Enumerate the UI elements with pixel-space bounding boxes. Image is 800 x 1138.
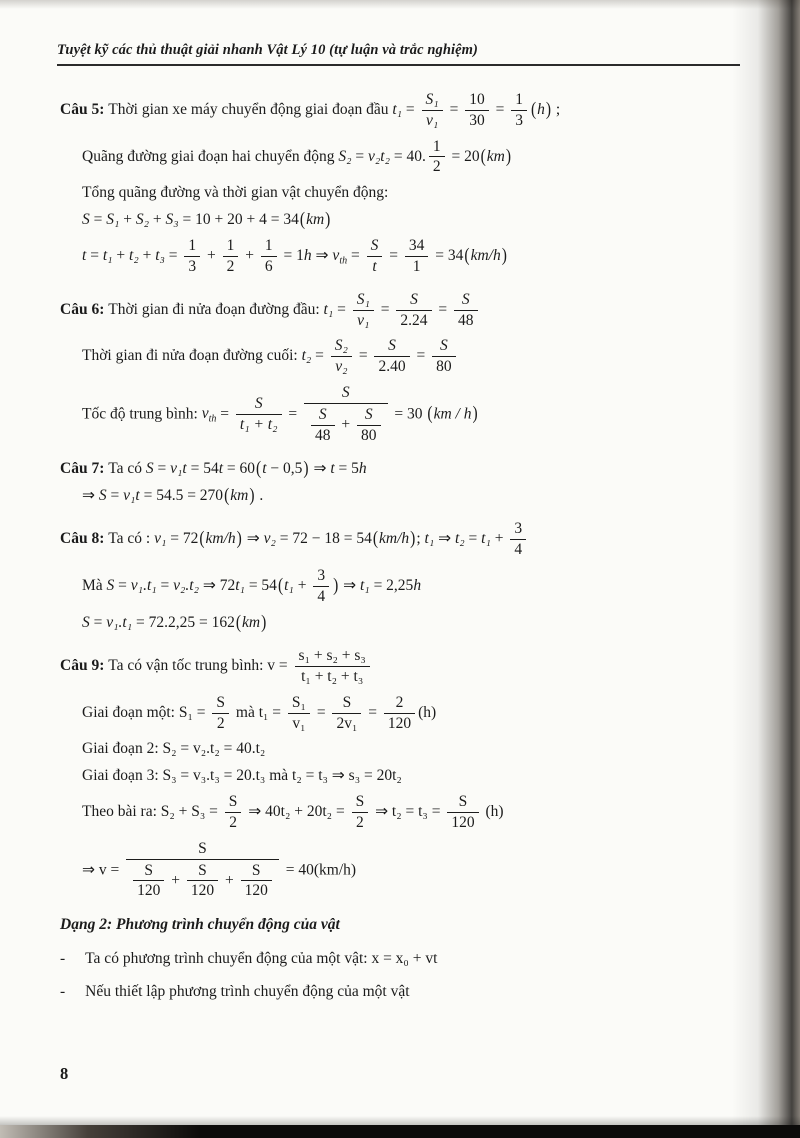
math-italic: t₁ [102,247,113,265]
math-italic: S₁ [425,91,439,108]
math-italic: v₁t [123,486,140,504]
cau8-line2: Mà S = v₁.t₁ = v₂.t₂ ⇒ 72t₁ = 54(t₁ + $\frac{3}{4}$ ) ⇒ t₁ = 2,25h [82,567,422,605]
cau6-line2: Thời gian đi nửa đoạn đường cuối: t₂ = $\frac{\text{S₂}}{\text{v₂}}$ = $\frac{S}{2.40}$ = $\frac{S}{80}$ [60,336,720,377]
paren: ) [545,98,552,120]
math-italic: t [262,460,267,478]
cau5-line2: Quãng đường giai đoạn hai chuyển động S₂ = v₂t₂ = 40. $\frac{1}{2}$ = 20(km) [82,137,512,176]
math-italic: S₂ [338,147,352,165]
fraction: $\frac{\text{S₁}}{\text{v₁}}$ [288,694,310,733]
math-italic: v₁t [170,460,187,478]
math-italic: S [98,486,107,504]
math-italic: v₂ [263,530,276,548]
math-italic: t [82,247,87,265]
math-italic: v₂t₂ [368,147,390,165]
cau5-line5: t = t₁ + t₂ + t₃ = $\frac{1}{3}$ + $\frac{1}{2}$ + $\frac{1}{6}$ = 1h ⇒ $v_{th}$ = $\frac{S}{t}$ = $\frac{34}{1}$ = 34(km/h) [82,237,507,275]
math-italic: S [318,405,327,423]
bold-label: Câu 6: [60,300,109,318]
math-italic: v₁.t₁ [130,576,157,594]
math-italic: t₁ [392,100,403,118]
math-italic: $v_{th}$ [332,247,348,267]
paren: ( [427,403,433,425]
fraction: $\frac{S}{48}$ [454,291,478,330]
cau8-line3: S = v₁.t₁ = 72.2,25 = 162(km) [60,613,720,633]
math-italic: S [254,395,263,413]
page-number: 8 [60,1064,69,1083]
paren: ) [410,527,416,550]
fraction: $\frac{S}{120}$ [187,862,218,901]
math-italic: t₂ [301,347,312,365]
math-italic: h [358,460,367,478]
paren: ) [249,484,255,506]
cau9-line2: Giai đoạn một: S₁ = $\frac{S}{2}$ mà t₁ = $\frac{\text{S₁}}{\text{v₁}}$ = $\frac{S}{\text{2v₁}}$ = $\frac{2}{120}$ (h) [82,693,437,732]
math-italic: v₁ [357,311,370,329]
scan-shadow-top [0,0,800,9]
paren: ) [501,244,507,266]
fraction [422,91,443,130]
math-italic: v₁ [154,530,167,548]
fraction: $\frac{1}{2}$ [429,138,445,177]
math-italic: v₁.t₁ [106,613,133,631]
paren: ) [325,208,331,230]
fraction: $\frac{S}{2.40}$ [374,337,409,376]
content-lines [0,90,800,1003]
math-italic: h [303,247,312,265]
math-italic: km [486,147,505,165]
math-italic: t [218,460,224,478]
math-italic: km / h [433,405,472,423]
fraction [236,395,282,434]
fraction: $\frac{S}{120}$ [241,862,272,901]
fraction: $\frac{\text{s₁ + s₂ + s₃}}{\text{t₁ + t₂ + t₃}}$ [295,647,370,686]
paren: ) [303,458,309,480]
fraction: $\frac{1}{3}$ [184,237,200,276]
math-italic: t₂ [129,247,139,265]
math-italic: h [537,100,545,118]
fraction [331,337,352,376]
math-italic: t₁ [359,576,370,594]
fraction: $\frac{S}{2}$ [212,694,229,733]
bold-label: Câu 8: [60,530,109,548]
fraction: $\frac{S}{120}$ [447,793,478,832]
math-italic: v₂.t₂ [173,576,199,594]
math-italic: km/h [379,530,410,548]
math-italic: S [370,237,379,255]
cau5-line1: Câu 5: Thời gian xe máy chuyển động giai đoạn đầu t₁ = $\frac{\text{S₁}}{\text{v₁}}$ = $\frac{10}{30}$ = $\frac{1}{3}$ (h) ; [60,91,561,129]
math-italic: t₃ [155,247,165,265]
paren: ( [199,527,205,550]
cau5-line3: Tổng quãng đường và thời gian vật chuyển động: [82,184,389,202]
fraction: S $\frac{S}{120}$ + $\frac{S}{120}$ + $\frac{S}{120}$ [126,840,279,901]
dang2-bullet1: - Ta có phương trình chuyển động của một vật: x = x₀ + vt [60,949,438,967]
math-italic: S [82,210,90,228]
fraction: $\frac{10}{30}$ [465,91,489,130]
fraction: $\frac{S}{80}$ [432,337,456,376]
running-header: Tuyệt kỹ các thủ thuật giải nhanh Vật Lý 10 (tự luận và trắc nghiệm) [57,42,740,66]
fraction: $\frac{34}{1}$ [405,237,429,276]
math-italic: km [242,613,261,631]
paren: ( [530,98,537,120]
math-italic: t₁ [323,300,334,318]
cau6-line1: Câu 6: Thời gian đi nửa đoạn đường đầu: t₁ = $\frac{\text{S₁}}{\text{v₁}}$ = $\frac{S}{2.24}$ = $\frac{S}{48}$ [60,290,720,331]
math-italic: km/h [205,530,236,548]
fraction: $\frac{2}{120}$ [384,694,415,733]
cau8-line1: Câu 8: Ta có : v₁ = 72(km/h) ⇒ v₂ = 72 − 18 = 54(km/h); t₁ ⇒ t₂ = t₁ + $\frac{3}{4}$ [60,519,720,560]
fraction: $\frac{S}{2}$ [352,793,369,832]
fraction: $\frac{S}{48}$ [311,406,335,445]
math-italic: S [364,405,373,423]
paren: ( [480,145,486,167]
fraction: $\frac{S}{120}$ [133,862,164,901]
cau6-line3: Tốc độ trung bình: $v_{th}$ = $\frac{S}{\text{t₁ + t₂}}$ = S $\frac{S}{48}$ + $\frac{S}{80}$ = 30 (km / h) [82,384,478,444]
math-italic: t₁ [481,530,491,548]
paren: ( [277,574,284,596]
cau5-line4: S = S₁ + S₂ + S₃ = 10 + 20 + 4 = 34(km) [60,210,720,230]
bold-italic-heading: Dạng 2: Phương trình chuyển động của vật [60,916,340,934]
fraction [353,291,374,330]
cau9-line3: Giai đoạn 2: S₂ = v₂.t₂ = 40.t₂ [82,740,266,758]
math-italic: S [439,337,448,355]
bold-label: Câu 5: [60,100,109,118]
math-italic: $v_{th}$ [201,405,217,425]
cau9-line5: Theo bài ra: S₂ + S₃ = $\frac{S}{2}$ ⇒ 40t₂ + 20t₂ = $\frac{S}{2}$ ⇒ t₂ = t₃ = $\frac{S}{120}$ (h) [82,793,504,832]
math-italic: t₂ [454,530,465,548]
bold-label: Câu 7: [60,460,109,478]
fraction: $\frac{1}{6}$ [261,237,277,276]
math-italic: S [106,576,115,594]
scan-shadow-bottom [0,1125,800,1138]
math-italic: v₂ [335,358,348,376]
math-italic: S [388,337,396,355]
paren: ( [224,484,230,506]
math-italic: S₁ [106,210,120,228]
fraction: $\frac{3}{4}$ [510,520,526,559]
cau9-line6: ⇒ v = S $\frac{S}{120}$ + $\frac{S}{120}$ + $\frac{S}{120}$ = 40(km/h) [82,839,357,900]
fraction: $\frac{S}{\text{2v₁}}$ [332,694,361,733]
fraction: $\frac{S}{2}$ [225,793,242,832]
cau9-line4: Giai đoạn 3: S₃ = v₃.t₃ = 20.t₃ mà t₂ = t₃ ⇒ s₃ = 20t₂ [82,766,402,784]
cau9-line1: Câu 9: Ta có vận tốc trung bình: v = $\frac{\text{s₁ + s₂ + s₃}}{\text{t₁ + t₂ + t₃}}$ [60,646,720,687]
math-italic: S₃ [165,210,179,228]
math-italic: S₂ [135,210,150,228]
paren: ( [299,208,306,230]
fraction: S $\frac{S}{48}$ + $\frac{S}{80}$ [304,384,388,445]
paren: ) [333,574,339,596]
math-italic: S₁ [356,290,370,308]
cau7-line2: ⇒ S = v₁t = 54.5 = 270(km) . [60,486,720,506]
paren: ) [236,527,242,550]
math-italic: t₁ [284,576,294,594]
subscript: th [339,255,348,267]
math-italic: t [372,257,377,275]
math-italic: S [341,384,350,402]
paren: ( [464,244,470,266]
math-italic: km [230,486,249,504]
math-italic: t₁ + t₂ [239,416,278,434]
fraction: $\frac{1}{3}$ [511,91,527,130]
math-italic: km [306,210,325,228]
math-italic: km/h [470,247,501,265]
paren: ( [256,458,262,480]
paren: ( [235,611,241,633]
dang2-title [60,915,720,935]
math-italic: S [410,290,418,308]
math-italic: t₁ [424,530,435,548]
math-italic: t [330,460,335,478]
paren: ) [261,611,267,633]
math-italic: S [461,290,470,308]
dang2-bullet2: - Nếu thiết lập phương trình chuyển động của một vật [60,983,410,1001]
paren: ( [372,527,379,550]
math-italic: S₂ [334,337,348,355]
math-italic: S [145,460,154,478]
math-italic: t₁ [235,576,245,594]
cau7-line1: Câu 7: Ta có S = v₁t = 54t = 60(t − 0,5) ⇒ t = 5h [60,459,720,479]
fraction: $\frac{S}{2.24}$ [396,291,431,330]
math-italic: S [82,613,90,631]
subscript: th [208,413,217,425]
fraction: $\frac{1}{2}$ [223,237,239,276]
bold-label: Câu 9: [60,656,109,674]
fraction: $\frac{3}{4}$ [313,567,329,606]
paren: ) [505,145,512,167]
fraction [367,237,383,276]
fraction: $\frac{S}{80}$ [357,406,381,445]
paren: ) [472,403,478,425]
math-italic: h [413,576,422,594]
math-italic: v₁ [425,111,439,129]
